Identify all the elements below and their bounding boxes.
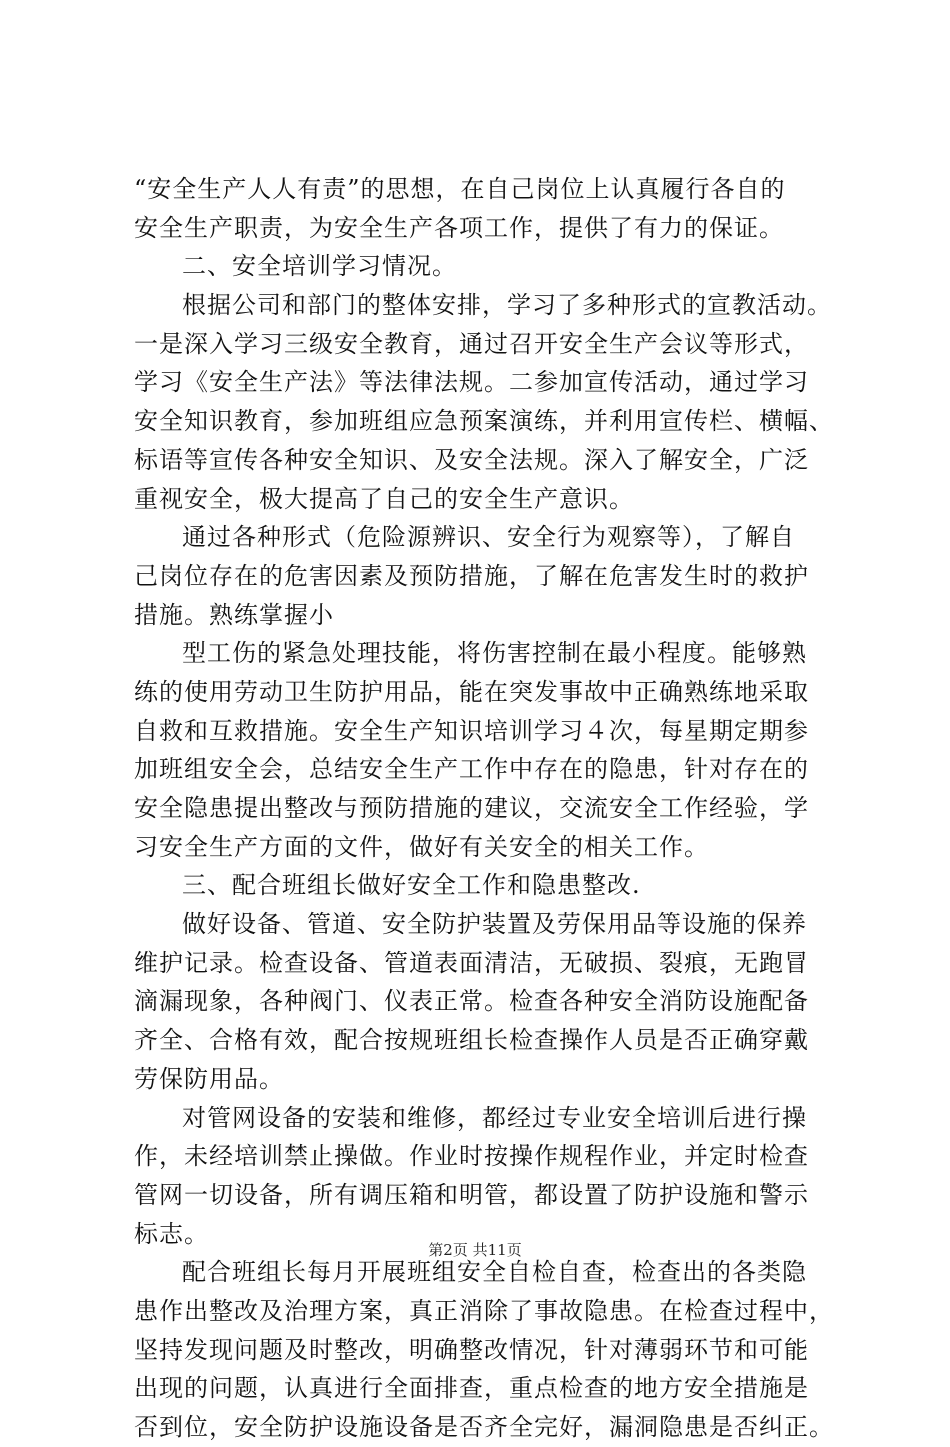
text-line: 患作出整改及治理方案，真正消除了事故隐患。在检查过程中， [134, 1296, 834, 1325]
text-line: 齐全、合格有效，配合按规班组长检查操作人员是否正确穿戴 [134, 1026, 809, 1055]
text-line: 标语等宣传各种安全知识、及安全法规。深入了解安全，广泛 [134, 445, 809, 474]
text-line: 一是深入学习三级安全教育，通过召开安全生产会议等形式， [134, 329, 809, 358]
text-line: 学习《安全生产法》等法律法规。二参加宣传活动，通过学习 [134, 368, 809, 397]
text-line: 重视安全，极大提高了自己的安全生产意识。 [134, 484, 634, 513]
text-line: 劳保防用品。 [134, 1064, 284, 1093]
text-line: 做好设备、管道、安全防护装置及劳保用品等设施的保养 [182, 910, 807, 939]
text-line: 作，未经培训禁止操做。作业时按操作规程作业，并定时检查 [134, 1142, 809, 1171]
text-line: 标志。 [134, 1219, 209, 1248]
text-line: 型工伤的紧急处理技能，将伤害控制在最小程度。能够熟 [182, 639, 807, 668]
text-line: 出现的问题，认真进行全面排查，重点检查的地方安全措施是 [134, 1374, 809, 1403]
text-line: 安全知识教育，参加班组应急预案演练，并利用宣传栏、横幅、 [134, 407, 834, 436]
text-line: 否到位，安全防护设施设备是否齐全完好，漏洞隐患是否纠正。 [134, 1413, 834, 1441]
text-line: 己岗位存在的危害因素及预防措施，了解在危害发生时的救护 [134, 561, 809, 590]
text-line: 措施。熟练掌握小 [134, 600, 334, 629]
text-line: “安全生产人人有责”的思想，在自己岗位上认真履行各自的 [134, 175, 786, 203]
text-line: 加班组安全会，总结安全生产工作中存在的隐患，针对存在的 [134, 755, 809, 784]
text-line: 练的使用劳动卫生防护用品，能在突发事故中正确熟练地采取 [134, 677, 809, 706]
page-number-footer: 第2页 共11页 [428, 1241, 522, 1259]
text-line: 三、配合班组长做好安全工作和隐患整改. [182, 871, 641, 900]
text-line: 习安全生产方面的文件，做好有关安全的相关工作。 [134, 832, 709, 861]
text-line: 对管网设备的安装和维修，都经过专业安全培训后进行操 [182, 1103, 807, 1132]
text-line: 坚持发现问题及时整改，明确整改情况，针对薄弱环节和可能 [134, 1335, 809, 1364]
text-line: 滴漏现象，各种阀门、仪表正常。检查各种安全消防设施配备 [134, 987, 809, 1016]
text-line: 通过各种形式（危险源辨识、安全行为观察等），了解自 [182, 523, 795, 552]
text-line: 配合班组长每月开展班组安全自检自查，检查出的各类隐 [182, 1258, 807, 1287]
text-line: 维护记录。检查设备、管道表面清洁，无破损、裂痕，无跑冒 [134, 948, 809, 977]
text-line: 二、安全培训学习情况。 [182, 252, 457, 281]
text-line: 安全隐患提出整改与预防措施的建议，交流安全工作经验，学 [134, 794, 809, 822]
text-line: 自救和互救措施。安全生产知识培训学习４次，每星期定期参 [134, 716, 809, 745]
text-line: 管网一切设备，所有调压箱和明管，都设置了防护设施和警示 [134, 1180, 809, 1209]
text-line: 根据公司和部门的整体安排，学习了多种形式的宣教活动。 [182, 291, 832, 320]
text-line: 安全生产职责，为安全生产各项工作，提供了有力的保证。 [134, 213, 784, 242]
